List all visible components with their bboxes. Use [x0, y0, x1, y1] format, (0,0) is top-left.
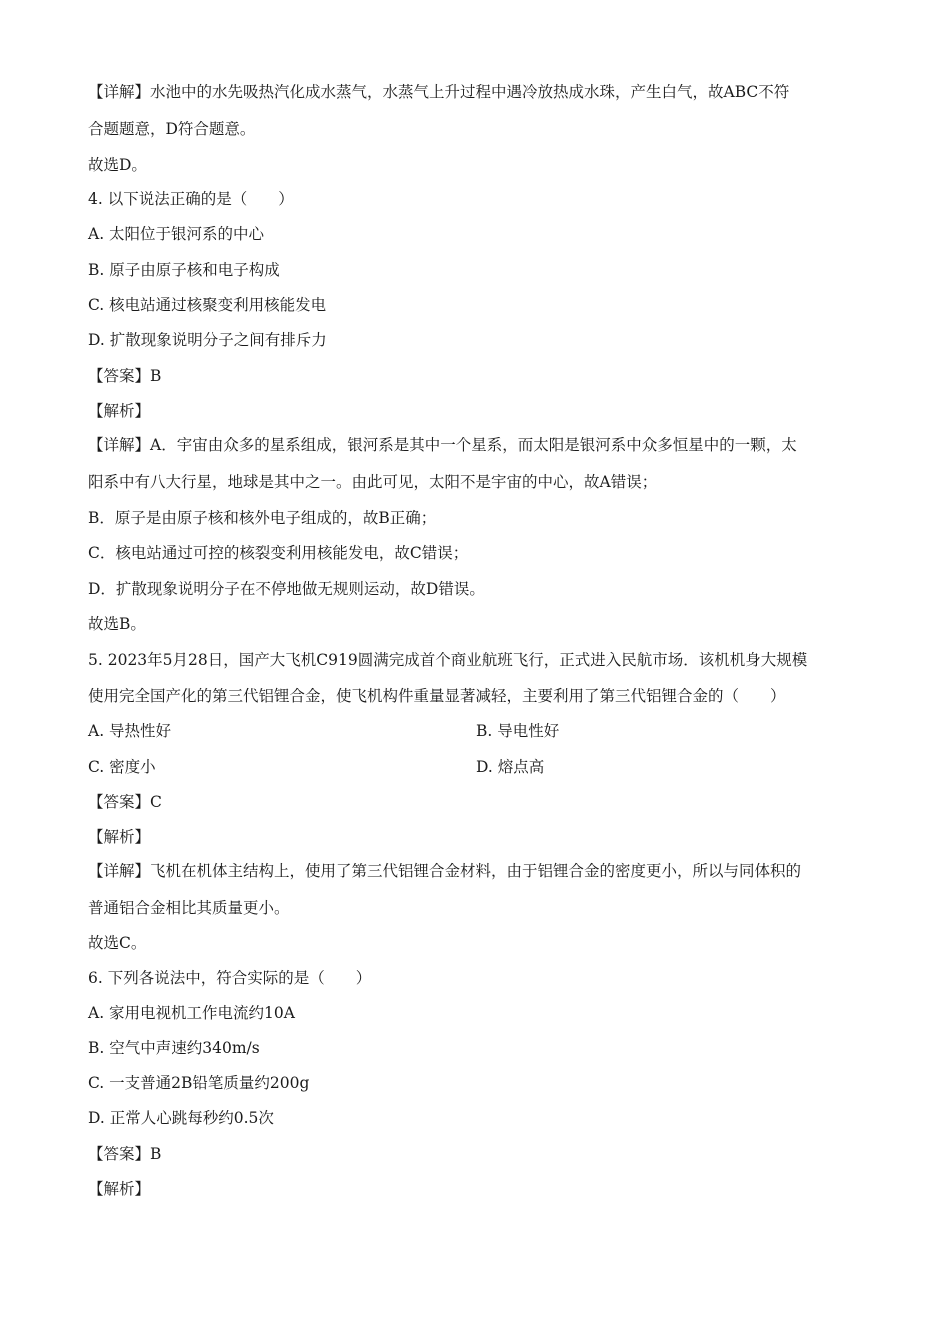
- question-5: 5. 2023年5月28日，国产大飞机C919圆满完成首个商业航班飞行，正式进入民航市场．该机机身大规模: [88, 651, 808, 669]
- option-c: C. 一支普通2B铅笔质量约200g: [88, 1074, 310, 1092]
- explanation-line: 合题题意，D符合题意。: [88, 120, 256, 138]
- explanation-line: C．核电站通过可控的核裂变利用核能发电，故C错误；: [88, 544, 469, 562]
- option-b: B. 导电性好: [476, 722, 560, 740]
- explanation-line: 阳系中有八大行星，地球是其中之一。由此可见，太阳不是宇宙的中心，故A错误；: [88, 473, 658, 491]
- option-d: D. 熔点高: [476, 758, 545, 776]
- explanation-line: 【详解】水池中的水先吸热汽化成水蒸气，水蒸气上升过程中遇冷放热成水珠，产生白气，故ABC不符: [88, 83, 790, 101]
- option-d: D. 正常人心跳每秒约0.5次: [88, 1109, 274, 1127]
- option-c: C. 核电站通过核聚变利用核能发电: [88, 296, 327, 314]
- answer-selection: 故选D。: [88, 156, 147, 174]
- answer-selection: 故选B。: [88, 615, 146, 633]
- answer-label: 【答案】B: [88, 1145, 162, 1163]
- explanation-line: B．原子是由原子核和核外电子组成的，故B正确；: [88, 509, 437, 527]
- analysis-label: 【解析】: [88, 402, 151, 420]
- question-6: 6. 下列各说法中，符合实际的是（ ）: [88, 969, 372, 987]
- option-b: B. 原子由原子核和电子构成: [88, 261, 280, 279]
- option-d: D. 扩散现象说明分子之间有排斥力: [88, 331, 327, 349]
- explanation-line: 【详解】A．宇宙由众多的星系组成，银河系是其中一个星系，而太阳是银河系中众多恒星中的一颗，太: [88, 436, 797, 454]
- answer-selection: 故选C。: [88, 934, 147, 952]
- answer-label: 【答案】B: [88, 367, 162, 385]
- question-4: 4. 以下说法正确的是（ ）: [88, 190, 294, 208]
- option-a: A. 家用电视机工作电流约10A: [88, 1004, 295, 1022]
- analysis-label: 【解析】: [88, 1180, 151, 1198]
- explanation-line: 【详解】飞机在机体主结构上，使用了第三代铝锂合金材料，由于铝锂合金的密度更小，所以与同体积的: [88, 862, 802, 880]
- answer-label: 【答案】C: [88, 793, 162, 811]
- option-a: A. 导热性好: [88, 722, 172, 740]
- explanation-line: 普通铝合金相比其质量更小。: [88, 899, 290, 917]
- option-c: C. 密度小: [88, 758, 156, 776]
- explanation-line: D．扩散现象说明分子在不停地做无规则运动，故D错误。: [88, 580, 485, 598]
- option-a: A. 太阳位于银河系的中心: [88, 225, 265, 243]
- question-5-cont: 使用完全国产化的第三代铝锂合金，使飞机构件重量显著减轻，主要利用了第三代铝锂合金的（ ）: [88, 687, 786, 705]
- option-b: B. 空气中声速约340m/s: [88, 1039, 260, 1057]
- analysis-label: 【解析】: [88, 828, 151, 846]
